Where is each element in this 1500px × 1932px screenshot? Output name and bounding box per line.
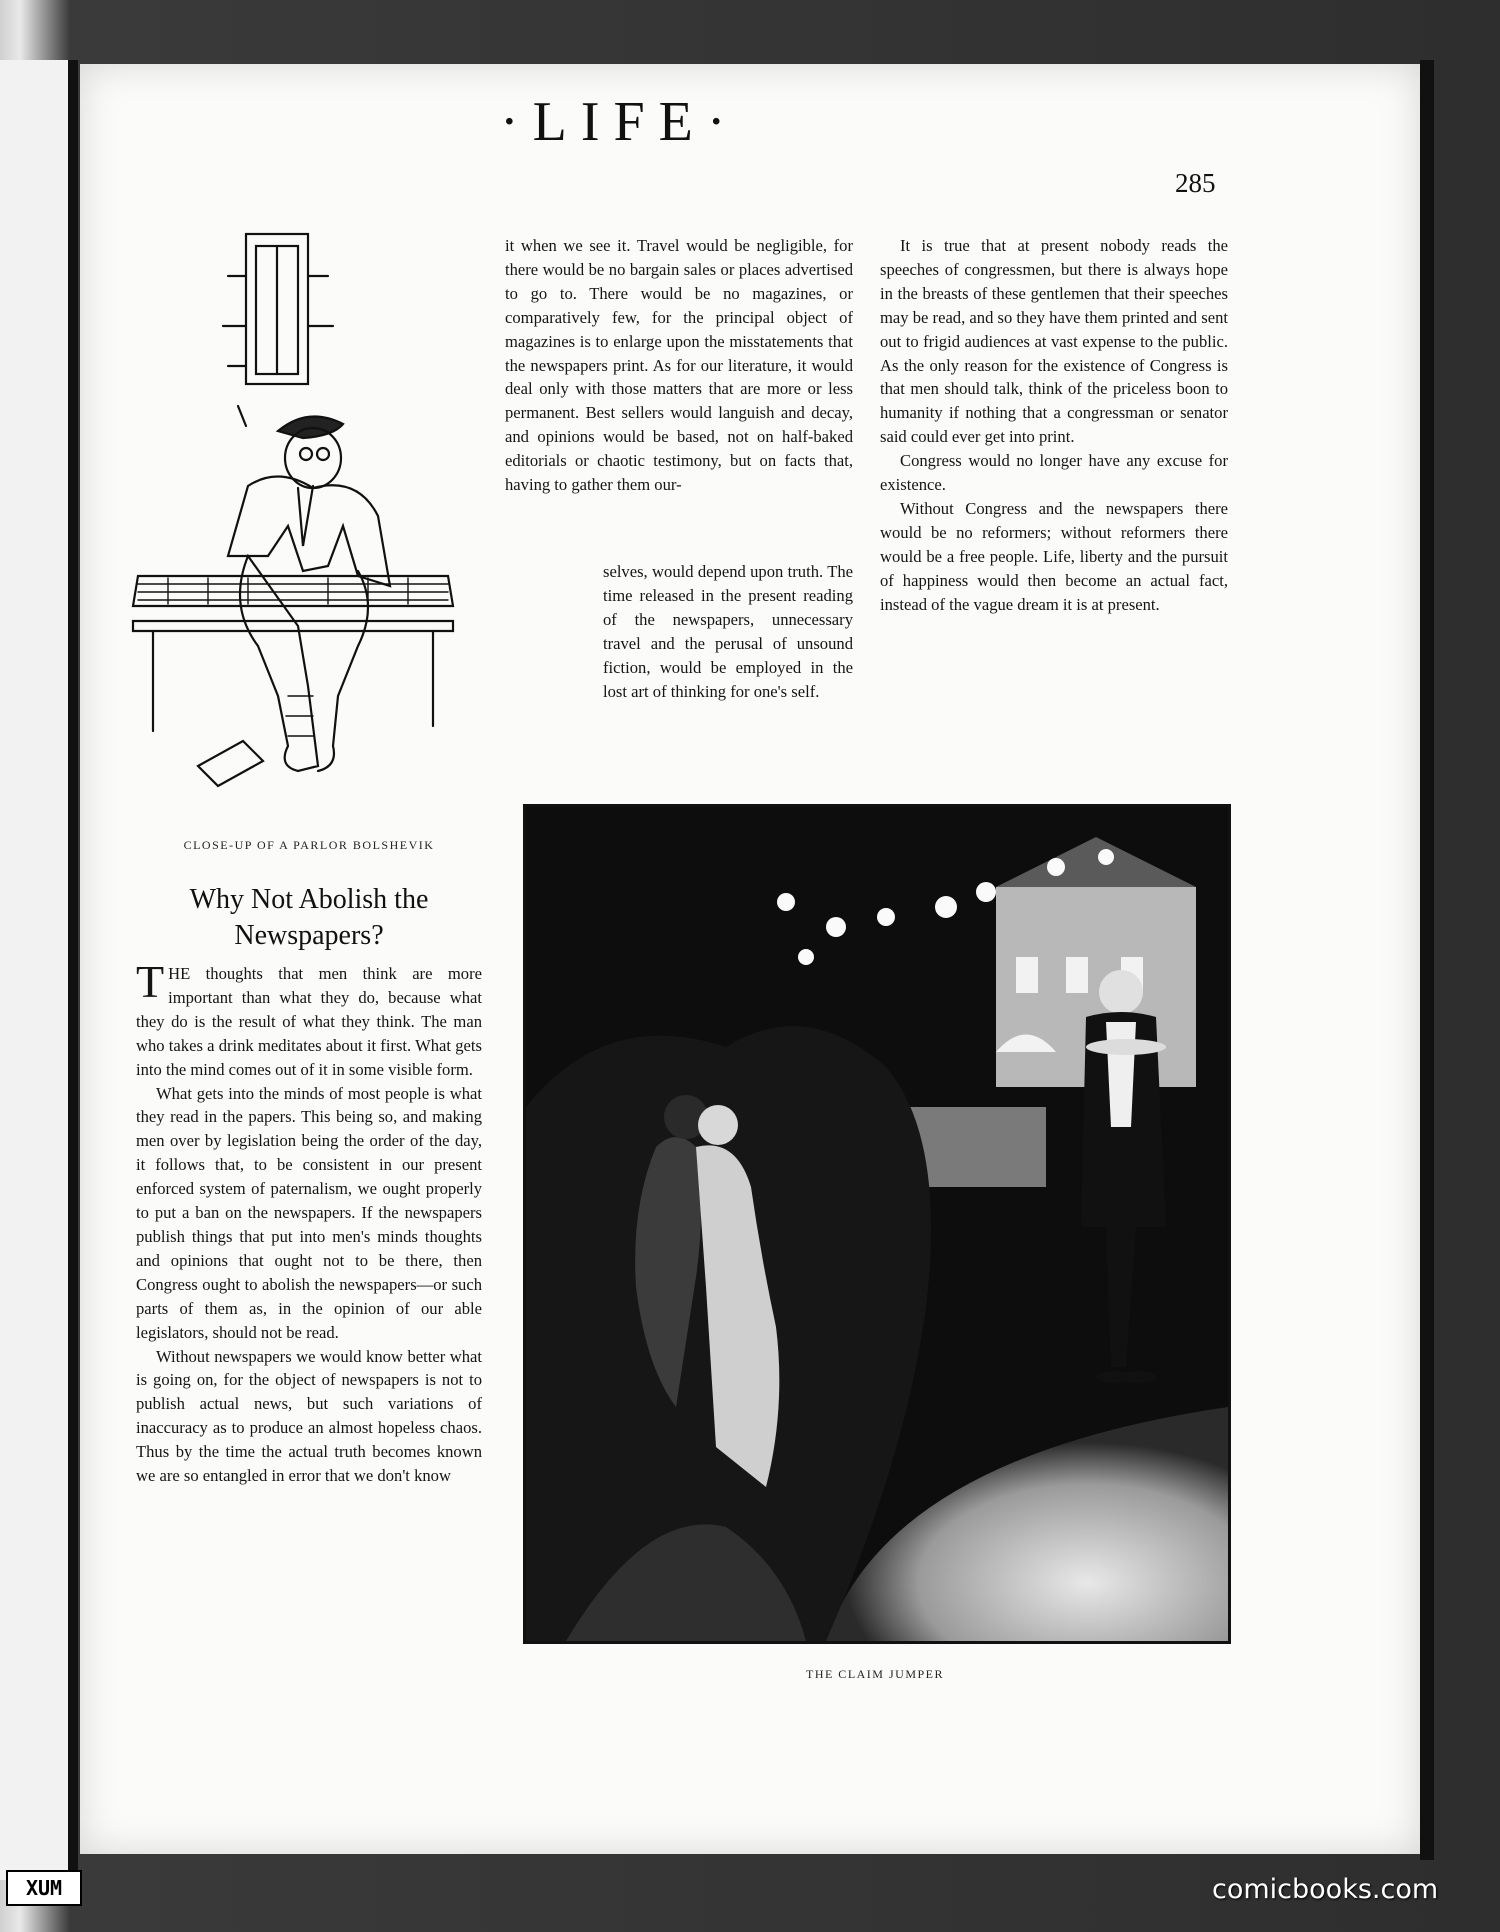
facing-page-edge	[0, 60, 78, 1880]
paragraph: Without newspapers we would know better what is going on, for the object of newspapers is not to publish actual news, but such variations of inaccuracy as to produce an almost hopeless chaos. Thus by the time the actual truth becomes known we are so entangled in error that we don't know	[136, 1346, 482, 1486]
paragraph: Congress would no longer have any excuse for existence.	[880, 451, 1228, 495]
sketch-caption: CLOSE-UP OF A PARLOR BOLSHEVIK	[183, 838, 435, 852]
paragraph: What gets into the minds of most people is what they read in the papers. This being so, and making men over by legislation being the order of the day, it follows that, to be consistent in our present enforced system of paternalism, we ought properly to put a ban on the newspapers. If the newspapers publish things that put into men's minds thoughts and opinions that ought not to be there, then Congress ought to abolish the newspapers—or such parts of them as, in the opinion of our able legislators, should not be read.	[136, 1083, 482, 1342]
masthead-title: ·LIFE·	[500, 91, 740, 153]
page-number: 285	[1175, 168, 1216, 198]
paragraph: Without Congress and the newspapers there would be no reformers; without reformers there would be a free people. Life, liberty and the pursuit of happiness would then become an actual fact, instead of the vague dream it is at present.	[880, 498, 1228, 614]
article-column-1	[136, 956, 482, 1488]
paragraph-text: HE thoughts that men think are more important than what they do, because what they do is the result of what they think. The man who takes a drink meditates about it first. What gets into the mind comes out of it in some visible form.	[136, 964, 482, 1079]
parlor-bolshevik-sketch	[128, 226, 458, 806]
article-column-3	[880, 234, 1228, 617]
claim-jumper-illustration	[523, 804, 1231, 1644]
illustration-caption: THE CLAIM JUMPER	[805, 1667, 944, 1681]
xum-badge: XUM	[6, 1870, 82, 1906]
paragraph: selves, would depend upon truth. The time released in the present reading of the newspapers, unnecessary travel and the perusal of unsound fiction, would be employed in the lost art of thinking for one's self.	[603, 562, 853, 701]
article-column-2-top	[505, 234, 853, 497]
page-edge-shadow	[1420, 60, 1434, 1860]
article-headline: Why Not Abolish the Newspapers?	[189, 884, 429, 951]
opening-paragraph	[136, 956, 482, 1082]
paragraph: it when we see it. Travel would be negligible, for there would be no bargain sales or places advertised to go to. There would be no magazines, or comparatively few, for the principal object of magazines is to enlarge upon the misstatements that the newspapers print. As for our literature, it would deal only with those matters that are more or less permanent. Best sellers would languish and decay, and opinions would be based, not on half-baked editorials or chaotic testimony, but on facts that, having to gather them our-	[505, 236, 853, 495]
article-column-2-narrow	[603, 560, 853, 703]
paragraph: It is true that at present nobody reads the speeches of congressmen, but there is always hope in the breasts of these gentlemen that their speeches may be read, and so they have them printed and sent out to frigid audiences at vast expense to the public. As the only reason for the existence of Congress is that men should talk, think of the priceless boon to humanity if nothing that a congressman or senator said could ever get into print.	[880, 236, 1228, 447]
claim-jumper-scene	[526, 807, 1228, 1641]
drop-cap: T	[136, 956, 165, 1007]
site-watermark: comicbooks.com	[1212, 1874, 1439, 1905]
